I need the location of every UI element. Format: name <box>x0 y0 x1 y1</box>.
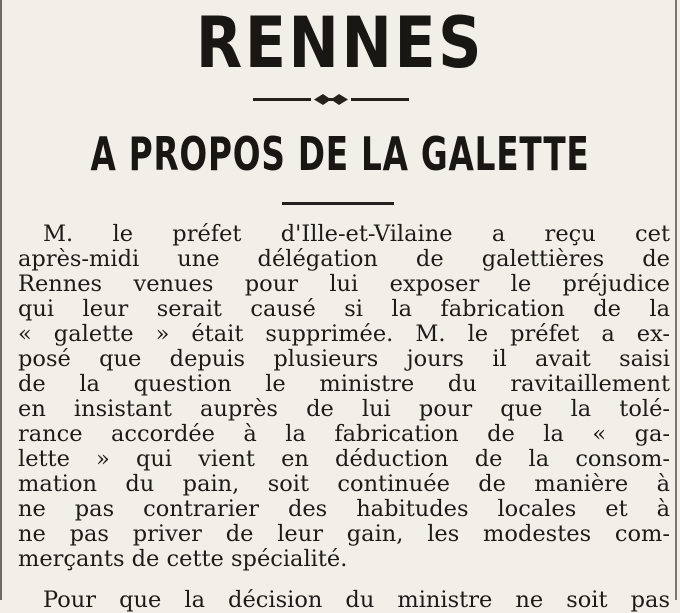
right-column-rule <box>675 0 677 600</box>
left-column-rule <box>0 0 2 600</box>
article-line: rance accordée à la fabrication de la « ga- <box>18 421 670 447</box>
article-line: « galette » était supprimée. M. le préfet a ex- <box>18 321 670 347</box>
article-line: en insistant auprès de lui pour que la tolé- <box>18 396 670 422</box>
partially-visible-line-text: Pour que la décision du ministre ne soit pas <box>43 587 670 613</box>
article-line: de la question le ministre du ravitaillement <box>18 371 670 397</box>
article-line: ne pas priver de leur gain, les modestes com- <box>18 521 670 547</box>
article-line: merçants de cette spécialité. <box>18 546 348 572</box>
partially-visible-line <box>18 588 670 613</box>
headline-rule <box>282 202 394 205</box>
ornamental-divider <box>253 92 409 108</box>
article-line: lette » qui vient en déduction de la consom- <box>18 446 670 472</box>
article-line: posé que depuis plusieurs jours il avait saisi <box>18 346 670 372</box>
city-heading: RENNES <box>195 2 485 84</box>
article-line: M. le préfet d'Ille-et-Vilaine a reçu cet <box>43 221 670 247</box>
article-line: Rennes venues pour lui exposer le préjudice <box>18 271 670 297</box>
article-line: ne pas contrarier des habitudes locales et à <box>18 496 670 522</box>
article-body <box>18 222 670 572</box>
article-headline: A PROPOS DE LA GALETTE <box>90 127 590 181</box>
article-line: qui leur serait causé si la fabrication de la <box>18 296 670 322</box>
article-line: mation du pain, soit continuée de manière à <box>18 471 670 497</box>
article-line: après-midi une délégation de galettières de <box>18 246 670 272</box>
